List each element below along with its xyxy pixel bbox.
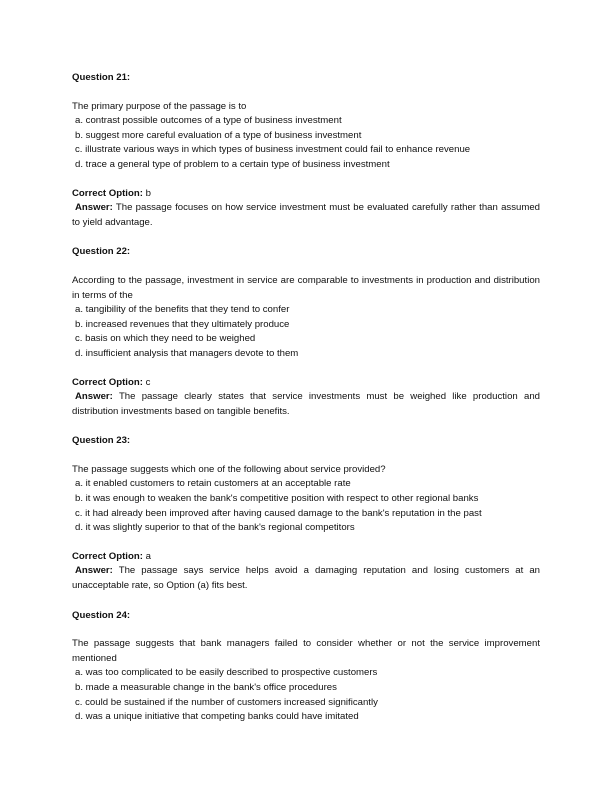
answer-explanation [72,390,540,419]
correct-option-value: b [145,187,151,199]
option-list [72,477,540,535]
answer-label: Answer: [75,565,113,577]
question-title: Question 24: [72,609,131,621]
option-list [72,114,540,172]
correct-option-value: c [145,376,151,388]
answer-explanation [72,201,540,230]
option-b: b. made a measurable change in the bank's office procedures [75,682,337,693]
option-c: c. illustrate various ways in which types of business investment could fail to enhance revenue [75,144,471,156]
answer-explanation [72,564,540,593]
question-22 [72,245,540,419]
correct-option-value: a [145,550,151,562]
question-21 [72,71,540,230]
question-stem: According to the passage, investment in service are comparable to investments in production and distribution in terms of the [72,274,540,301]
option-a: a. tangibility of the benefits that they tend to confer [75,304,290,316]
option-d: d. was a unique initiative that competing banks could have imitated [75,711,359,723]
question-title: Question 21: [72,72,131,83]
answer-text: The passage says service helps avoid a damaging reputation and losing customers at an unacceptable rate, so Option (a) fits best. [72,565,540,592]
option-list [72,666,540,724]
option-b: b. suggest more careful evaluation of a type of business investment [75,129,362,141]
correct-option [72,376,540,391]
option-b: b. it was enough to weaken the bank's competitive position with respect to other regional banks [75,493,479,505]
answer-text: The passage focuses on how service investment must be evaluated carefully rather than assumed to yield advantage. [72,202,540,228]
option-b: b. increased revenues that they ultimately produce [75,318,290,330]
option-c: c. it had already been improved after having caused damage to the bank's reputation in the past [75,507,482,519]
question-title: Question 22: [72,246,131,258]
option-d: d. trace a general type of problem to a certain type of business investment [75,158,390,170]
question-23 [72,434,540,593]
option-a: a. contrast possible outcomes of a type of business investment [75,115,342,127]
question-title: Question 23: [72,435,131,447]
answer-label: Answer: [75,391,113,403]
answer-label: Answer: [75,202,113,214]
question-24 [72,609,540,725]
option-list [72,303,540,361]
correct-option-label: Correct Option: [72,550,143,562]
option-d: d. it was slightly superior to that of the bank's regional competitors [75,522,355,534]
question-stem: The passage suggests which one of the following about service provided? [72,463,386,475]
correct-option-label: Correct Option: [72,187,143,199]
option-c: c. could be sustained if the number of customers increased significantly [75,696,378,708]
question-stem: The primary purpose of the passage is to [72,100,247,112]
correct-option [72,187,540,202]
option-a: a. it enabled customers to retain customers at an acceptable rate [75,478,351,490]
answer-text: The passage clearly states that service investments must be weighed like production and distribution investments based on tangible benefits. [72,391,540,417]
correct-option [72,550,540,565]
document-page [72,71,540,740]
option-c: c. basis on which they need to be weighed [75,333,256,345]
option-a: a. was too complicated to be easily described to prospective customers [75,667,378,679]
option-d: d. insufficient analysis that managers devote to them [75,347,299,359]
correct-option-label: Correct Option: [72,376,143,388]
question-stem: The passage suggests that bank managers failed to consider whether or not the service improvement mentioned [72,638,540,664]
